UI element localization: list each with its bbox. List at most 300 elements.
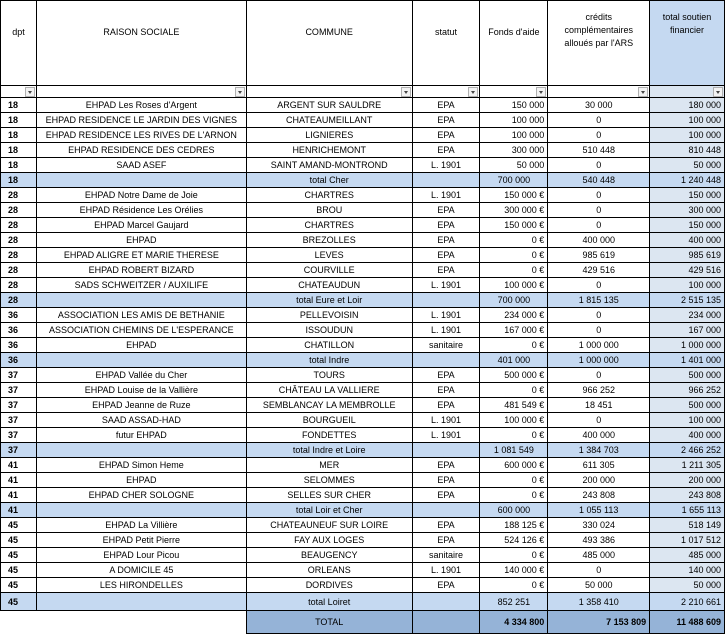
cell-raison-sociale[interactable]: EHPAD RESIDENCE LES RIVES DE L'ARNON bbox=[36, 128, 246, 143]
cell-statut[interactable]: L. 1901 bbox=[412, 278, 480, 293]
cell-fonds-aide[interactable]: 481 549 € bbox=[480, 398, 548, 413]
cell-raison-sociale[interactable]: EHPAD Jeanne de Ruze bbox=[36, 398, 246, 413]
cell-dpt[interactable]: 36 bbox=[1, 353, 37, 368]
filter-dropdown-icon[interactable] bbox=[638, 87, 648, 97]
cell-dpt[interactable]: 41 bbox=[1, 488, 37, 503]
cell-statut[interactable]: L. 1901 bbox=[412, 563, 480, 578]
cell-statut[interactable] bbox=[412, 443, 480, 458]
cell-total-soutien[interactable]: 1 017 512 bbox=[650, 533, 725, 548]
cell-dpt[interactable]: 28 bbox=[1, 278, 37, 293]
header-total-soutien: total soutien financier bbox=[650, 1, 725, 86]
cell-statut[interactable]: L. 1901 bbox=[412, 188, 480, 203]
cell-commune[interactable]: SAINT AMAND-MONTROND bbox=[246, 158, 412, 173]
cell-dpt[interactable]: 36 bbox=[1, 338, 37, 353]
cell-dpt[interactable]: 28 bbox=[1, 293, 37, 308]
cell-statut[interactable]: EPA bbox=[412, 203, 480, 218]
cell-raison-sociale[interactable]: SAAD ASEF bbox=[36, 158, 246, 173]
header-dpt: dpt bbox=[1, 1, 37, 86]
cell-commune[interactable]: SELLES SUR CHER bbox=[246, 488, 412, 503]
cell-total-soutien[interactable]: 100 000 bbox=[650, 278, 725, 293]
cell-dpt[interactable]: 28 bbox=[1, 263, 37, 278]
cell-dpt[interactable]: 18 bbox=[1, 98, 37, 113]
grand-total-credits[interactable]: 7 153 809 bbox=[548, 611, 650, 634]
cell-raison-sociale[interactable] bbox=[36, 173, 246, 188]
table-row bbox=[1, 143, 725, 158]
cell-dpt[interactable]: 37 bbox=[1, 368, 37, 383]
cell-statut[interactable]: L. 1901 bbox=[412, 308, 480, 323]
cell-commune[interactable]: HENRICHEMONT bbox=[246, 143, 412, 158]
cell-commune[interactable]: total Indre et Loire bbox=[246, 443, 412, 458]
cell-total-soutien[interactable]: 400 000 bbox=[650, 233, 725, 248]
table-row bbox=[1, 383, 725, 398]
cell-statut[interactable]: EPA bbox=[412, 263, 480, 278]
cell-commune[interactable]: CHATEAUDUN bbox=[246, 278, 412, 293]
cell-fonds-aide[interactable]: 140 000 € bbox=[480, 563, 548, 578]
cell-total-soutien[interactable]: 167 000 bbox=[650, 323, 725, 338]
cell-dpt[interactable]: 18 bbox=[1, 173, 37, 188]
cell-total-soutien[interactable]: 100 000 bbox=[650, 128, 725, 143]
cell-statut[interactable]: EPA bbox=[412, 578, 480, 593]
cell-commune[interactable]: total Indre bbox=[246, 353, 412, 368]
cell-credits[interactable]: 18 451 bbox=[548, 398, 650, 413]
cell-commune[interactable]: ORLEANS bbox=[246, 563, 412, 578]
cell-dpt[interactable]: 37 bbox=[1, 413, 37, 428]
cell-commune[interactable]: BEAUGENCY bbox=[246, 548, 412, 563]
cell-total-soutien[interactable]: 2 466 252 bbox=[650, 443, 725, 458]
grand-total-statut[interactable] bbox=[412, 611, 480, 634]
cell-dpt[interactable]: 36 bbox=[1, 308, 37, 323]
cell-fonds-aide[interactable]: 0 € bbox=[480, 488, 548, 503]
cell-dpt[interactable]: 45 bbox=[1, 563, 37, 578]
cell-total-soutien[interactable]: 2 515 135 bbox=[650, 293, 725, 308]
cell-credits[interactable]: 0 bbox=[548, 278, 650, 293]
cell-commune[interactable]: FONDETTES bbox=[246, 428, 412, 443]
cell-raison-sociale[interactable] bbox=[36, 503, 246, 518]
table-row bbox=[1, 98, 725, 113]
table-row bbox=[1, 458, 725, 473]
cell-commune[interactable]: TOURS bbox=[246, 368, 412, 383]
cell-fonds-aide[interactable]: 500 000 € bbox=[480, 368, 548, 383]
subtotal-row bbox=[1, 443, 725, 458]
cell-statut[interactable]: L. 1901 bbox=[412, 428, 480, 443]
cell-total-soutien[interactable]: 966 252 bbox=[650, 383, 725, 398]
cell-statut[interactable] bbox=[412, 353, 480, 368]
cell-credits[interactable]: 330 024 bbox=[548, 518, 650, 533]
cell-credits[interactable]: 1 384 703 bbox=[548, 443, 650, 458]
cell-commune[interactable]: BROU bbox=[246, 203, 412, 218]
cell-fonds-aide[interactable]: 150 000 € bbox=[480, 218, 548, 233]
cell-dpt[interactable]: 28 bbox=[1, 218, 37, 233]
table-row bbox=[1, 263, 725, 278]
cell-raison-sociale[interactable]: EHPAD bbox=[36, 338, 246, 353]
filter-dropdown-icon[interactable] bbox=[25, 87, 35, 97]
cell-credits[interactable]: 30 000 bbox=[548, 98, 650, 113]
cell-statut[interactable]: L. 1901 bbox=[412, 323, 480, 338]
cell-total-soutien[interactable]: 243 808 bbox=[650, 488, 725, 503]
cell-fonds-aide[interactable]: 1 081 549 bbox=[480, 443, 548, 458]
filter-cell bbox=[412, 86, 480, 98]
table-row bbox=[1, 158, 725, 173]
cell-raison-sociale[interactable]: EHPAD Notre Dame de Joie bbox=[36, 188, 246, 203]
cell-fonds-aide[interactable]: 0 € bbox=[480, 233, 548, 248]
cell-raison-sociale[interactable]: EHPAD Résidence Les Orélies bbox=[36, 203, 246, 218]
table-row bbox=[1, 113, 725, 128]
table-body bbox=[1, 98, 725, 611]
empty-cell bbox=[36, 611, 246, 634]
cell-statut[interactable]: EPA bbox=[412, 398, 480, 413]
cell-fonds-aide[interactable]: 188 125 € bbox=[480, 518, 548, 533]
cell-total-soutien[interactable]: 100 000 bbox=[650, 113, 725, 128]
cell-credits[interactable]: 0 bbox=[548, 308, 650, 323]
cell-dpt[interactable]: 41 bbox=[1, 473, 37, 488]
cell-total-soutien[interactable]: 400 000 bbox=[650, 428, 725, 443]
cell-fonds-aide[interactable]: 50 000 bbox=[480, 158, 548, 173]
cell-raison-sociale[interactable]: EHPAD Marcel Gaujard bbox=[36, 218, 246, 233]
table-row bbox=[1, 188, 725, 203]
table-row bbox=[1, 578, 725, 593]
cell-raison-sociale[interactable]: EHPAD Lour Picou bbox=[36, 548, 246, 563]
table-row bbox=[1, 338, 725, 353]
cell-statut[interactable] bbox=[412, 593, 480, 611]
cell-statut[interactable]: EPA bbox=[412, 458, 480, 473]
cell-statut[interactable]: EPA bbox=[412, 533, 480, 548]
cell-fonds-aide[interactable]: 0 € bbox=[480, 263, 548, 278]
filter-cell bbox=[480, 86, 548, 98]
header-credits: crédits complémentaires alloués par l'ARS bbox=[548, 1, 650, 86]
cell-statut[interactable]: EPA bbox=[412, 518, 480, 533]
cell-fonds-aide[interactable]: 524 126 € bbox=[480, 533, 548, 548]
cell-statut[interactable]: EPA bbox=[412, 113, 480, 128]
table-row bbox=[1, 248, 725, 263]
cell-credits[interactable]: 0 bbox=[548, 413, 650, 428]
cell-commune[interactable]: DORDIVES bbox=[246, 578, 412, 593]
cell-total-soutien[interactable]: 518 149 bbox=[650, 518, 725, 533]
cell-credits[interactable]: 0 bbox=[548, 158, 650, 173]
cell-credits[interactable]: 1 000 000 bbox=[548, 338, 650, 353]
cell-total-soutien[interactable]: 150 000 bbox=[650, 188, 725, 203]
cell-dpt[interactable]: 36 bbox=[1, 323, 37, 338]
cell-credits[interactable]: 510 448 bbox=[548, 143, 650, 158]
cell-total-soutien[interactable]: 200 000 bbox=[650, 473, 725, 488]
cell-total-soutien[interactable]: 485 000 bbox=[650, 548, 725, 563]
filter-cell bbox=[1, 86, 37, 98]
cell-commune[interactable]: ISSOUDUN bbox=[246, 323, 412, 338]
cell-commune[interactable]: total Eure et Loir bbox=[246, 293, 412, 308]
table-row bbox=[1, 518, 725, 533]
cell-total-soutien[interactable]: 50 000 bbox=[650, 578, 725, 593]
filter-cell bbox=[650, 86, 725, 98]
cell-commune[interactable]: CHÂTEAU LA VALLIERE bbox=[246, 383, 412, 398]
cell-raison-sociale[interactable]: futur EHPAD bbox=[36, 428, 246, 443]
cell-raison-sociale[interactable] bbox=[36, 293, 246, 308]
cell-total-soutien[interactable]: 500 000 bbox=[650, 398, 725, 413]
table-row bbox=[1, 368, 725, 383]
cell-raison-sociale[interactable]: EHPAD RESIDENCE LE JARDIN DES VIGNES bbox=[36, 113, 246, 128]
cell-total-soutien[interactable]: 50 000 bbox=[650, 158, 725, 173]
cell-fonds-aide[interactable]: 100 000 € bbox=[480, 413, 548, 428]
filter-cell bbox=[36, 86, 246, 98]
cell-fonds-aide[interactable]: 700 000 bbox=[480, 173, 548, 188]
empty-cell bbox=[1, 611, 37, 634]
cell-fonds-aide[interactable]: 0 € bbox=[480, 578, 548, 593]
table-row bbox=[1, 548, 725, 563]
cell-dpt[interactable]: 37 bbox=[1, 383, 37, 398]
cell-total-soutien[interactable]: 1 211 305 bbox=[650, 458, 725, 473]
cell-commune[interactable]: LIGNIERES bbox=[246, 128, 412, 143]
cell-credits[interactable]: 0 bbox=[548, 563, 650, 578]
grand-total-row bbox=[1, 611, 725, 634]
cell-commune[interactable]: BOURGUEIL bbox=[246, 413, 412, 428]
cell-credits[interactable]: 50 000 bbox=[548, 578, 650, 593]
cell-credits[interactable]: 0 bbox=[548, 128, 650, 143]
cell-fonds-aide[interactable]: 0 € bbox=[480, 548, 548, 563]
cell-statut[interactable]: EPA bbox=[412, 128, 480, 143]
cell-total-soutien[interactable]: 985 619 bbox=[650, 248, 725, 263]
cell-commune[interactable]: CHATEAUMEILLANT bbox=[246, 113, 412, 128]
cell-credits[interactable]: 1 055 113 bbox=[548, 503, 650, 518]
cell-dpt[interactable]: 41 bbox=[1, 458, 37, 473]
cell-fonds-aide[interactable]: 167 000 € bbox=[480, 323, 548, 338]
cell-statut[interactable]: EPA bbox=[412, 143, 480, 158]
grand-total-fonds[interactable]: 4 334 800 bbox=[480, 611, 548, 634]
cell-statut[interactable]: EPA bbox=[412, 218, 480, 233]
cell-credits[interactable]: 243 808 bbox=[548, 488, 650, 503]
cell-raison-sociale[interactable]: EHPAD Les Roses d'Argent bbox=[36, 98, 246, 113]
cell-commune[interactable]: COURVILLE bbox=[246, 263, 412, 278]
cell-fonds-aide[interactable]: 100 000 bbox=[480, 128, 548, 143]
cell-statut[interactable]: L. 1901 bbox=[412, 158, 480, 173]
cell-statut[interactable]: EPA bbox=[412, 98, 480, 113]
cell-total-soutien[interactable]: 1 655 113 bbox=[650, 503, 725, 518]
table-row bbox=[1, 278, 725, 293]
table-row bbox=[1, 473, 725, 488]
cell-statut[interactable]: EPA bbox=[412, 473, 480, 488]
cell-fonds-aide[interactable]: 150 000 bbox=[480, 98, 548, 113]
cell-statut[interactable]: sanitaire bbox=[412, 338, 480, 353]
cell-commune[interactable]: CHATILLON bbox=[246, 338, 412, 353]
cell-statut[interactable]: EPA bbox=[412, 233, 480, 248]
cell-fonds-aide[interactable]: 700 000 bbox=[480, 293, 548, 308]
cell-total-soutien[interactable]: 140 000 bbox=[650, 563, 725, 578]
cell-raison-sociale[interactable]: EHPAD Simon Heme bbox=[36, 458, 246, 473]
cell-raison-sociale[interactable]: EHPAD RESIDENCE DES CEDRES bbox=[36, 143, 246, 158]
cell-statut[interactable] bbox=[412, 173, 480, 188]
cell-credits[interactable]: 485 000 bbox=[548, 548, 650, 563]
cell-fonds-aide[interactable]: 0 € bbox=[480, 248, 548, 263]
table-row bbox=[1, 308, 725, 323]
cell-fonds-aide[interactable]: 234 000 € bbox=[480, 308, 548, 323]
subtotal-row bbox=[1, 353, 725, 368]
cell-dpt[interactable]: 18 bbox=[1, 158, 37, 173]
cell-commune[interactable]: LEVES bbox=[246, 248, 412, 263]
cell-commune[interactable]: SEMBLANCAY LA MEMBROLLE bbox=[246, 398, 412, 413]
cell-raison-sociale[interactable]: ASSOCIATION CHEMINS DE L'ESPERANCE bbox=[36, 323, 246, 338]
cell-fonds-aide[interactable]: 852 251 bbox=[480, 593, 548, 611]
cell-total-soutien[interactable]: 300 000 bbox=[650, 203, 725, 218]
cell-dpt[interactable]: 41 bbox=[1, 503, 37, 518]
table-row bbox=[1, 488, 725, 503]
filter-dropdown-icon[interactable] bbox=[468, 87, 478, 97]
cell-fonds-aide[interactable]: 600 000 € bbox=[480, 458, 548, 473]
cell-commune[interactable]: CHARTRES bbox=[246, 218, 412, 233]
cell-dpt[interactable]: 45 bbox=[1, 533, 37, 548]
cell-statut[interactable]: EPA bbox=[412, 248, 480, 263]
filter-cell bbox=[246, 86, 412, 98]
filter-dropdown-icon[interactable] bbox=[713, 87, 723, 97]
cell-credits[interactable]: 493 386 bbox=[548, 533, 650, 548]
cell-credits[interactable]: 0 bbox=[548, 218, 650, 233]
cell-raison-sociale[interactable]: EHPAD Vallée du Cher bbox=[36, 368, 246, 383]
cell-total-soutien[interactable]: 150 000 bbox=[650, 218, 725, 233]
cell-total-soutien[interactable]: 2 210 661 bbox=[650, 593, 725, 611]
filter-dropdown-icon[interactable] bbox=[536, 87, 546, 97]
cell-credits[interactable]: 0 bbox=[548, 188, 650, 203]
cell-dpt[interactable]: 37 bbox=[1, 443, 37, 458]
table-row bbox=[1, 218, 725, 233]
filter-dropdown-icon[interactable] bbox=[401, 87, 411, 97]
cell-raison-sociale[interactable]: EHPAD ROBERT BIZARD bbox=[36, 263, 246, 278]
cell-dpt[interactable]: 37 bbox=[1, 398, 37, 413]
table-row bbox=[1, 203, 725, 218]
header-row bbox=[1, 1, 725, 86]
cell-commune[interactable]: BREZOLLES bbox=[246, 233, 412, 248]
cell-dpt[interactable]: 28 bbox=[1, 188, 37, 203]
cell-dpt[interactable]: 45 bbox=[1, 593, 37, 611]
cell-fonds-aide[interactable]: 0 € bbox=[480, 428, 548, 443]
cell-raison-sociale[interactable] bbox=[36, 593, 246, 611]
table-row bbox=[1, 413, 725, 428]
cell-raison-sociale[interactable] bbox=[36, 353, 246, 368]
cell-total-soutien[interactable]: 1 240 448 bbox=[650, 173, 725, 188]
cell-credits[interactable]: 540 448 bbox=[548, 173, 650, 188]
cell-fonds-aide[interactable]: 100 000 bbox=[480, 113, 548, 128]
cell-raison-sociale[interactable]: ASSOCIATION LES AMIS DE BETHANIE bbox=[36, 308, 246, 323]
grand-total-soutien[interactable]: 11 488 609 bbox=[650, 611, 725, 634]
cell-commune[interactable]: total Loiret bbox=[246, 593, 412, 611]
cell-dpt[interactable]: 45 bbox=[1, 578, 37, 593]
cell-total-soutien[interactable]: 429 516 bbox=[650, 263, 725, 278]
cell-raison-sociale[interactable]: EHPAD CHER SOLOGNE bbox=[36, 488, 246, 503]
cell-dpt[interactable]: 45 bbox=[1, 548, 37, 563]
cell-dpt[interactable]: 18 bbox=[1, 128, 37, 143]
cell-statut[interactable]: EPA bbox=[412, 383, 480, 398]
cell-credits[interactable]: 0 bbox=[548, 368, 650, 383]
table-row bbox=[1, 533, 725, 548]
filter-dropdown-icon[interactable] bbox=[235, 87, 245, 97]
cell-fonds-aide[interactable]: 300 000 bbox=[480, 143, 548, 158]
cell-credits[interactable]: 400 000 bbox=[548, 233, 650, 248]
cell-statut[interactable]: L. 1901 bbox=[412, 413, 480, 428]
cell-raison-sociale[interactable]: A DOMICILE 45 bbox=[36, 563, 246, 578]
cell-total-soutien[interactable]: 810 448 bbox=[650, 143, 725, 158]
cell-raison-sociale[interactable]: EHPAD Louise de la Vallière bbox=[36, 383, 246, 398]
grand-total-label[interactable]: TOTAL bbox=[246, 611, 412, 634]
cell-total-soutien[interactable]: 500 000 bbox=[650, 368, 725, 383]
cell-commune[interactable]: MER bbox=[246, 458, 412, 473]
cell-fonds-aide[interactable]: 100 000 € bbox=[480, 278, 548, 293]
cell-commune[interactable]: SELOMMES bbox=[246, 473, 412, 488]
table-row bbox=[1, 428, 725, 443]
cell-fonds-aide[interactable]: 0 € bbox=[480, 383, 548, 398]
cell-credits[interactable]: 611 305 bbox=[548, 458, 650, 473]
cell-commune[interactable]: CHATEAUNEUF SUR LOIRE bbox=[246, 518, 412, 533]
cell-credits[interactable]: 1 815 135 bbox=[548, 293, 650, 308]
cell-statut[interactable]: sanitaire bbox=[412, 548, 480, 563]
cell-credits[interactable]: 1 000 000 bbox=[548, 353, 650, 368]
table-row bbox=[1, 323, 725, 338]
subtotal-row bbox=[1, 503, 725, 518]
cell-credits[interactable]: 0 bbox=[548, 203, 650, 218]
cell-credits[interactable]: 1 358 410 bbox=[548, 593, 650, 611]
cell-fonds-aide[interactable]: 401 000 bbox=[480, 353, 548, 368]
table-row bbox=[1, 563, 725, 578]
cell-total-soutien[interactable]: 180 000 bbox=[650, 98, 725, 113]
cell-fonds-aide[interactable]: 300 000 € bbox=[480, 203, 548, 218]
cell-dpt[interactable]: 28 bbox=[1, 203, 37, 218]
subtotal-row bbox=[1, 293, 725, 308]
cell-raison-sociale[interactable]: LES HIRONDELLES bbox=[36, 578, 246, 593]
cell-total-soutien[interactable]: 234 000 bbox=[650, 308, 725, 323]
cell-credits[interactable]: 429 516 bbox=[548, 263, 650, 278]
cell-commune[interactable]: ARGENT SUR SAULDRE bbox=[246, 98, 412, 113]
cell-raison-sociale[interactable]: EHPAD bbox=[36, 473, 246, 488]
cell-credits[interactable]: 0 bbox=[548, 113, 650, 128]
cell-raison-sociale[interactable]: EHPAD ALIGRE ET MARIE THERESE bbox=[36, 248, 246, 263]
cell-commune[interactable]: CHARTRES bbox=[246, 188, 412, 203]
cell-statut[interactable]: EPA bbox=[412, 368, 480, 383]
cell-dpt[interactable]: 45 bbox=[1, 518, 37, 533]
cell-dpt[interactable]: 28 bbox=[1, 248, 37, 263]
cell-dpt[interactable]: 18 bbox=[1, 113, 37, 128]
filter-cell bbox=[548, 86, 650, 98]
cell-raison-sociale[interactable]: EHPAD La Villière bbox=[36, 518, 246, 533]
table-row bbox=[1, 398, 725, 413]
cell-statut[interactable] bbox=[412, 293, 480, 308]
cell-raison-sociale[interactable]: SADS SCHWEITZER / AUXILIFE bbox=[36, 278, 246, 293]
cell-credits[interactable]: 985 619 bbox=[548, 248, 650, 263]
header-commune: COMMUNE bbox=[246, 1, 412, 86]
cell-commune[interactable]: total Cher bbox=[246, 173, 412, 188]
cell-total-soutien[interactable]: 100 000 bbox=[650, 413, 725, 428]
cell-statut[interactable]: EPA bbox=[412, 488, 480, 503]
cell-fonds-aide[interactable]: 0 € bbox=[480, 338, 548, 353]
cell-commune[interactable]: PELLEVOISIN bbox=[246, 308, 412, 323]
cell-raison-sociale[interactable]: SAAD ASSAD-HAD bbox=[36, 413, 246, 428]
header-raison-sociale: RAISON SOCIALE bbox=[36, 1, 246, 86]
cell-commune[interactable]: FAY AUX LOGES bbox=[246, 533, 412, 548]
cell-dpt[interactable]: 18 bbox=[1, 143, 37, 158]
header-statut: statut bbox=[412, 1, 480, 86]
cell-dpt[interactable]: 28 bbox=[1, 233, 37, 248]
cell-credits[interactable]: 400 000 bbox=[548, 428, 650, 443]
header-fonds-aide: Fonds d'aide bbox=[480, 1, 548, 86]
cell-statut[interactable] bbox=[412, 503, 480, 518]
cell-total-soutien[interactable]: 1 401 000 bbox=[650, 353, 725, 368]
filter-row bbox=[1, 86, 725, 98]
cell-credits[interactable]: 966 252 bbox=[548, 383, 650, 398]
cell-commune[interactable]: total Loir et Cher bbox=[246, 503, 412, 518]
cell-fonds-aide[interactable]: 600 000 bbox=[480, 503, 548, 518]
cell-total-soutien[interactable]: 1 000 000 bbox=[650, 338, 725, 353]
cell-dpt[interactable]: 37 bbox=[1, 428, 37, 443]
cell-fonds-aide[interactable]: 0 € bbox=[480, 473, 548, 488]
cell-raison-sociale[interactable]: EHPAD bbox=[36, 233, 246, 248]
cell-credits[interactable]: 200 000 bbox=[548, 473, 650, 488]
cell-raison-sociale[interactable] bbox=[36, 443, 246, 458]
cell-raison-sociale[interactable]: EHPAD Petit Pierre bbox=[36, 533, 246, 548]
cell-fonds-aide[interactable]: 150 000 € bbox=[480, 188, 548, 203]
cell-credits[interactable]: 0 bbox=[548, 323, 650, 338]
